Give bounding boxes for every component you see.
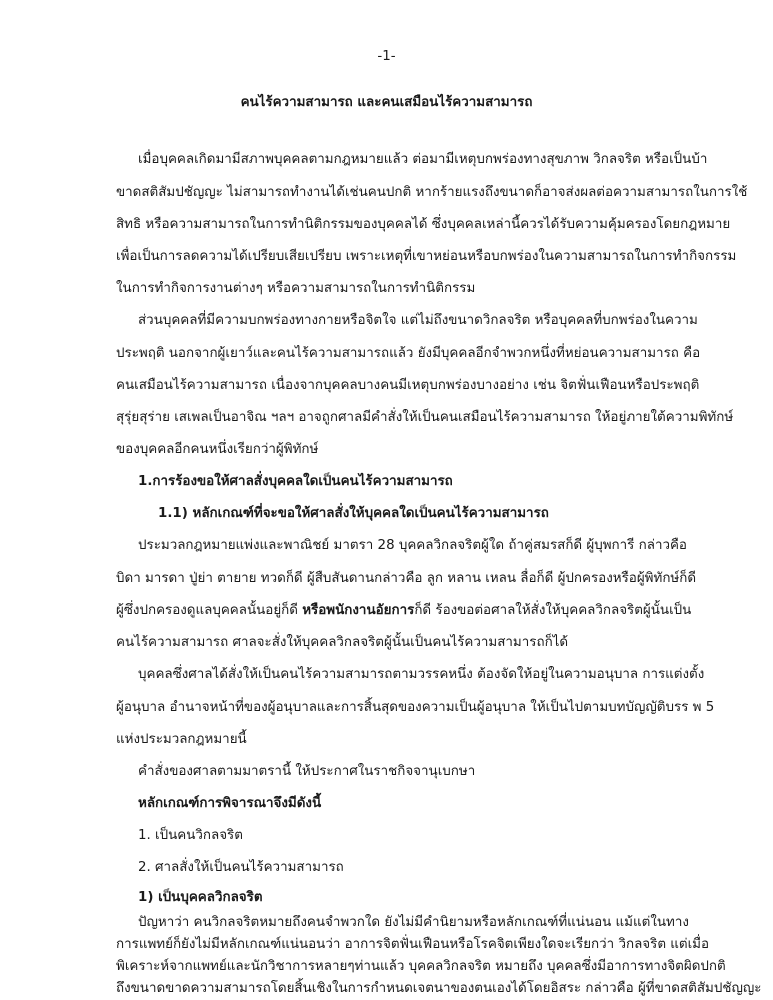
paragraph-4-line-2: ผู้อนุบาล อำนาจหน้าที่ของผู้อนุบาลและการสิ้นสุดของความเป็นผู้อนุบาล ให้เป็นไปตามบทบัญญัติบรร พ 5 [116,700,715,715]
paragraph-2-line-5: ของบุคคลอีกคนหนึ่งเรียกว่าผู้พิทักษ์ [116,442,319,457]
public-prosecutor-emphasis: หรือพนักงานอัยการ [302,603,415,618]
heading-criteria: หลักเกณฑ์การพิจารณาจึงมีดังนี้ [138,796,322,811]
list-item: 2. ศาลสั่งให้เป็นคนไร้ความสามารถ [138,860,344,875]
heading-insane-person: 1) เป็นบุคคลวิกลจริต [138,890,263,905]
paragraph-2-line-1: ส่วนบุคคลที่มีความบกพร่องทางกายหรือจิตใจ แต่ไม่ถึงขนาดวิกลจริต หรือบุคคลที่บกพร่องในความ [138,313,698,328]
paragraph-2-line-2: ประพฤติ นอกจากผู้เยาว์และคนไร้ความสามารถแล้ว ยังมีบุคคลอีกจำพวกหนึ่งที่หย่อนความสามารถ คือ [116,346,701,361]
paragraph-1-line-4: เพื่อเป็นการลดความได้เปรียบเสียเปรียบ เพราะเหตุที่เขาหย่อนหรือบกพร่องในความสามารถในการทำกิจกรรม [116,249,737,264]
paragraph-6-line-4: ถึงขนาดขาดความสามารถโดยสิ้นเชิงในการกำหนดเจตนาของตนเองได้โดยอิสระ กล่าวคือ ผู้ที่ขาดสติสัมปชัญญะ [116,981,762,996]
paragraph-1-line-2: ขาดสติสัมปชัญญะ ไม่สามารถทำงานได้เช่นคนปกติ หากร้ายแรงถึงขนาดก็อาจส่งผลต่อความสามารถในการใช้ [116,185,748,200]
paragraph-6-line-3: พิเคราะห์จากแพทย์และนักวิชาการหลายๆท่านแล้ว บุคคลวิกลจริต หมายถึง บุคคลซึ่งมีอาการทางจิตผิดปกติ [116,959,726,974]
paragraph-6-line-2: การแพทย์ก็ยังไม่มีหลักเกณฑ์แน่นอนว่า อาการจิตฟั่นเฟือนหรือโรคจิตเพียงใดจะเรียกว่า วิกลจริต แต่เมื่อ [116,937,710,952]
list-item: 1. เป็นคนวิกลจริต [138,828,243,843]
paragraph-2-line-4: สุรุ่ยสุร่าย เสเพลเป็นอาจิณ ฯลฯ อาจถูกศาลมีคำสั่งให้เป็นคนเสมือนไร้ความสามารถ ให้อยู่ภายใต้ความพิทักษ์ [116,410,734,425]
paragraph-4-line-3: แห่งประมวลกฎหมายนี้ [116,732,247,747]
paragraph-3-line-4: คนไร้ความสามารถ ศาลจะสั่งให้บุคคลวิกลจริตผู้นั้นเป็นคนไร้ความสามารถก็ได้ [116,635,569,650]
document-title: คนไร้ความสามารถ และคนเสมือนไร้ความสามารถ [240,95,533,110]
paragraph-5: คำสั่งของศาลตามมาตรานี้ ให้ประกาศในราชกิจจานุเบกษา [138,764,476,779]
page-number: -1- [377,49,396,64]
paragraph-4-line-1: บุคคลซึ่งศาลได้สั่งให้เป็นคนไร้ความสามารถตามวรรคหนึ่ง ต้องจัดให้อยู่ในความอนุบาล การแต่งตั้ง [138,667,705,682]
heading-section-1-1: 1.1) หลักเกณฑ์ที่จะขอให้ศาลสั่งให้บุคคลใดเป็นคนไร้ความสามารถ [158,506,549,521]
paragraph-1-line-5: ในการทำกิจการงานต่างๆ หรือความสามารถในการทำนิติกรรม [116,281,476,296]
paragraph-3-line-2: บิดา มารดา ปู่ย่า ตายาย ทวดก็ดี ผู้สืบสันดานกล่าวคือ ลูก หลาน เหลน ลื่อก็ดี ผู้ปกครองหรือผู้พิทักษ์ก็ดี [116,571,697,586]
paragraph-3-line-3 [116,600,692,622]
paragraph-1-line-3: สิทธิ หรือความสามารถในการทำนิติกรรมของบุคคลได้ ซึ่งบุคคลเหล่านี้ควรได้รับความคุ้มครองโดยกฎหมาย [116,217,731,232]
heading-section-1: 1.การร้องขอให้ศาลสั่งบุคคลใดเป็นคนไร้ความสามารถ [138,474,453,489]
paragraph-1-line-1: เมื่อบุคคลเกิดมามีสภาพบุคคลตามกฎหมายแล้ว ต่อมามีเหตุบกพร่องทางสุขภาพ วิกลจริต หรือเป็นบ้า [138,152,708,167]
paragraph-3-line-3-text: ผู้ซึ่งปกครองดูแลบุคคลนั้นอยู่ก็ดี [116,603,303,618]
paragraph-2-line-3: คนเสมือนไร้ความสามารถ เนื่องจากบุคคลบางคนมีเหตุบกพร่องบางอย่าง เช่น จิตฟั่นเฟือนหรือประพฤติ [116,378,700,393]
paragraph-3-line-3-text-end: ก็ดี ร้องขอต่อศาลให้สั่งให้บุคคลวิกลจริตผู้นั้นเป็น [414,603,692,618]
paragraph-3-line-1: ประมวลกฎหมายแพ่งและพาณิชย์ มาตรา 28 บุคคลวิกลจริตผู้ใด ถ้าคู่สมรสก็ดี ผู้บุพการี กล่าวคือ [138,538,687,553]
paragraph-6-line-1: ปัญหาว่า คนวิกลจริตหมายถึงคนจำพวกใด ยังไม่มีคำนิยามหรือหลักเกณฑ์ที่แน่นอน แม้แต่ในทาง [138,915,689,930]
